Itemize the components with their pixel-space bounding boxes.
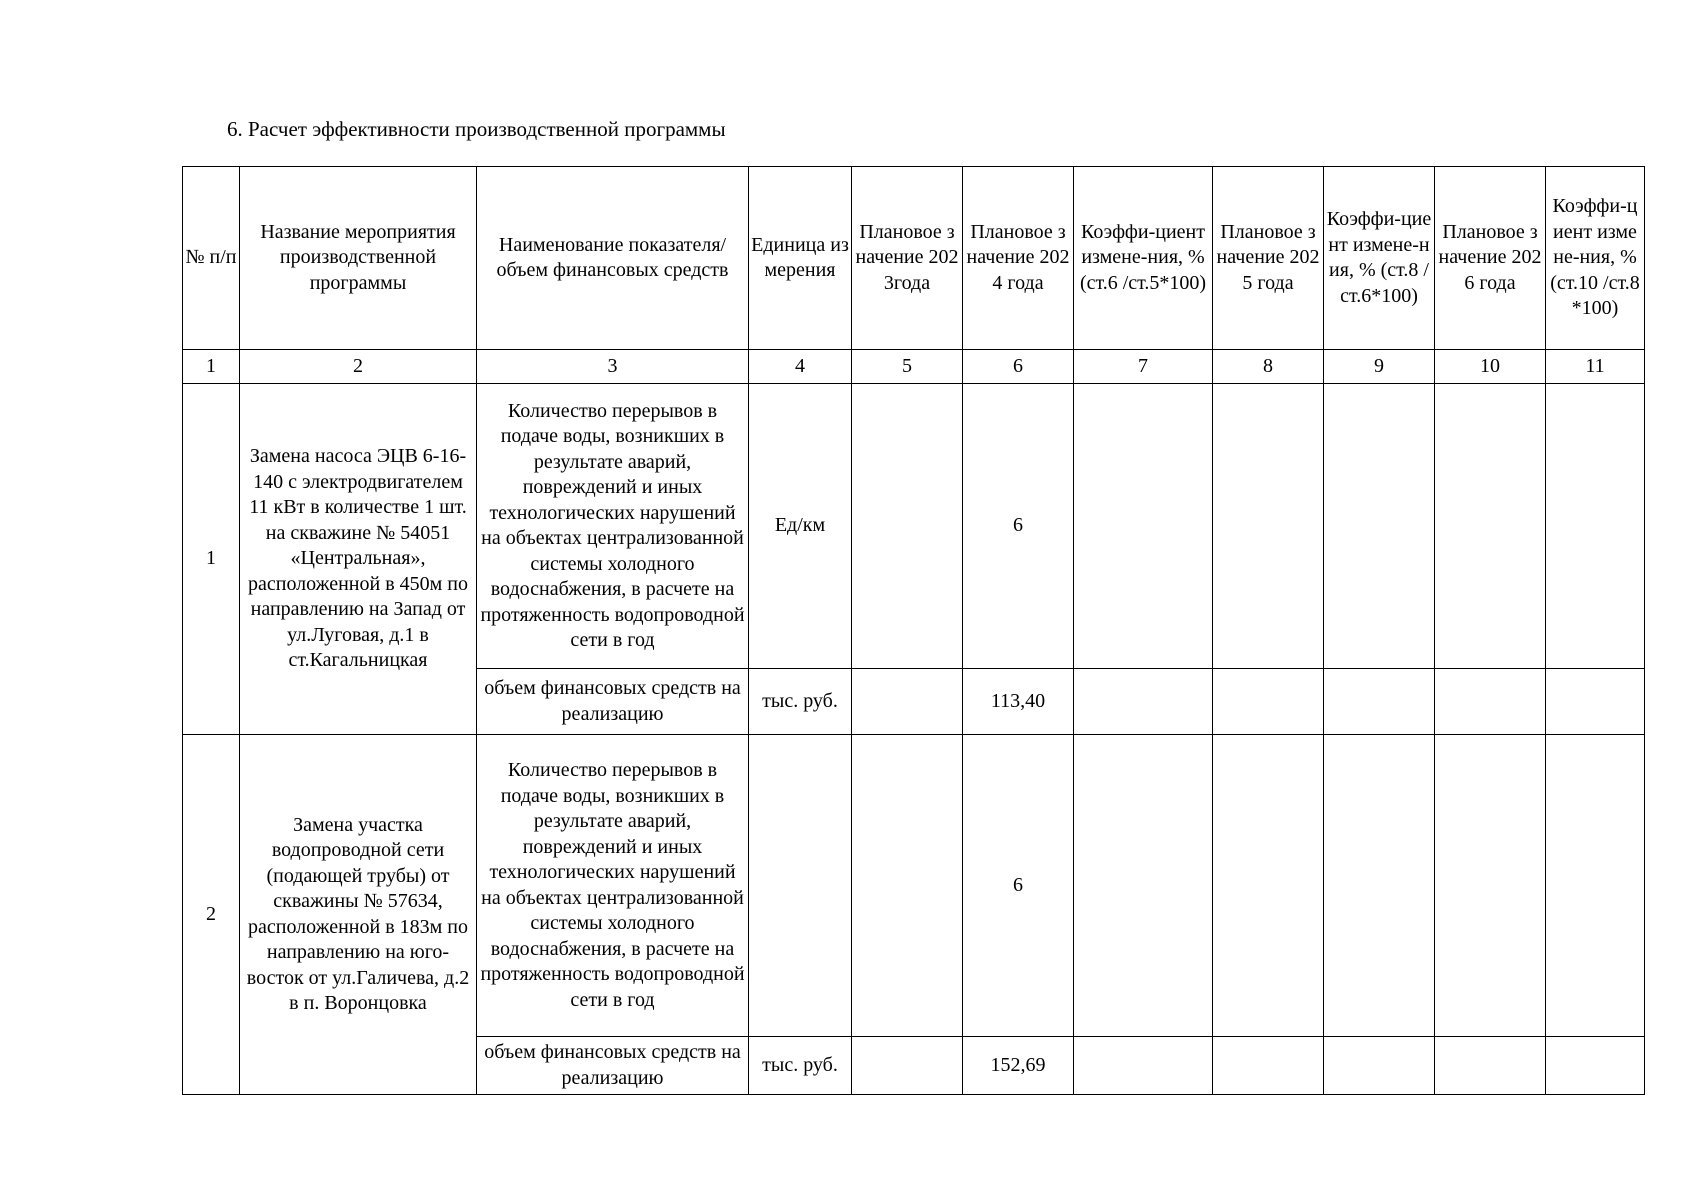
column-number: 11 [1546, 350, 1645, 384]
coef-col11-cell [1546, 384, 1645, 669]
value-2025-cell [1213, 669, 1324, 735]
efficiency-table [182, 166, 1645, 1095]
finance-label-cell: объем финансовых средств на реализацию [477, 669, 749, 735]
coef-col7-cell [1074, 1037, 1213, 1095]
column-number: 9 [1324, 350, 1435, 384]
coef-col9-cell [1324, 669, 1435, 735]
finance-2024-cell: 113,40 [963, 669, 1074, 735]
table-row [183, 735, 1645, 1037]
table-row [183, 384, 1645, 669]
unit-cell: Ед/км [749, 384, 852, 669]
header-cell: Коэффи-циент измене-ния, %(ст.6 /ст.5*100) [1074, 167, 1213, 350]
finance-2024-cell: 152,69 [963, 1037, 1074, 1095]
finance-unit-cell: тыс. руб. [749, 1037, 852, 1095]
header-cell: Коэффи-циент измене-ния, % (ст.8 /ст.6*100) [1324, 167, 1435, 350]
value-2026-cell [1435, 669, 1546, 735]
value-2025-cell [1213, 384, 1324, 669]
column-number: 1 [183, 350, 240, 384]
column-number: 8 [1213, 350, 1324, 384]
coef-col7-cell [1074, 669, 1213, 735]
coef-col11-cell [1546, 1037, 1645, 1095]
value-2023-cell [852, 384, 963, 669]
header-cell: Плановое значение 2025 года [1213, 167, 1324, 350]
value-2023-cell [852, 1037, 963, 1095]
indicator-cell: Количество перерывов в подаче воды, возникших в результате аварий, повреждений и иных технологических нарушений на объектах централизованной системы холодного водоснабжения, в расчете на протяженность водопроводной сети в год [477, 384, 749, 669]
header-cell: Плановое значение 2024 года [963, 167, 1074, 350]
header-cell: № п/п [183, 167, 240, 350]
column-number-row [183, 350, 1645, 384]
header-cell: Наименование показателя/ объем финансовых средств [477, 167, 749, 350]
value-2025-cell [1213, 1037, 1324, 1095]
finance-unit-cell: тыс. руб. [749, 669, 852, 735]
header-cell: Плановое значение 2023года [852, 167, 963, 350]
coef-col9-cell [1324, 1037, 1435, 1095]
value-2026-cell [1435, 735, 1546, 1037]
page-title: 6. Расчет эффективности производственной программы [227, 117, 726, 141]
value-2023-cell [852, 735, 963, 1037]
header-cell: Плановое значение 2026 года [1435, 167, 1546, 350]
value-2024-cell: 6 [963, 735, 1074, 1037]
header-row [183, 167, 1645, 350]
column-number: 3 [477, 350, 749, 384]
indicator-cell: Количество перерывов в подаче воды, возникших в результате аварий, повреждений и иных технологических нарушений на объектах централизованной системы холодного водоснабжения, в расчете на протяженность водопроводной сети в год [477, 735, 749, 1037]
value-2026-cell [1435, 384, 1546, 669]
column-number: 2 [240, 350, 477, 384]
column-number: 7 [1074, 350, 1213, 384]
value-2024-cell: 6 [963, 384, 1074, 669]
coef-col9-cell [1324, 735, 1435, 1037]
unit-cell [749, 735, 852, 1037]
value-2023-cell [852, 669, 963, 735]
coef-col11-cell [1546, 735, 1645, 1037]
column-number: 4 [749, 350, 852, 384]
row-number-cell: 1 [183, 384, 240, 735]
event-name-cell: Замена участка водопроводной сети (подающей трубы) от скважины № 57634, расположенной в 183м по направлению на юго-восток от ул.Галичева, д.2 в п. Воронцовка [240, 735, 477, 1095]
column-number: 10 [1435, 350, 1546, 384]
coef-col7-cell [1074, 735, 1213, 1037]
event-name-cell: Замена насоса ЭЦВ 6-16-140 с электродвигателем 11 кВт в количестве 1 шт. на скважине № 54051 «Центральная», расположенной в 450м по направлению на Запад от ул.Луговая, д.1 в ст.Кагальницкая [240, 384, 477, 735]
header-cell: Коэффи-циент измене-ния, % (ст.10 /ст.8*100) [1546, 167, 1645, 350]
header-cell: Единица измерения [749, 167, 852, 350]
column-number: 6 [963, 350, 1074, 384]
row-number-cell: 2 [183, 735, 240, 1095]
finance-label-cell: объем финансовых средств на реализацию [477, 1037, 749, 1095]
value-2025-cell [1213, 735, 1324, 1037]
coef-col11-cell [1546, 669, 1645, 735]
column-number: 5 [852, 350, 963, 384]
coef-col9-cell [1324, 384, 1435, 669]
coef-col7-cell [1074, 384, 1213, 669]
header-cell: Название мероприятия производственной программы [240, 167, 477, 350]
value-2026-cell [1435, 1037, 1546, 1095]
